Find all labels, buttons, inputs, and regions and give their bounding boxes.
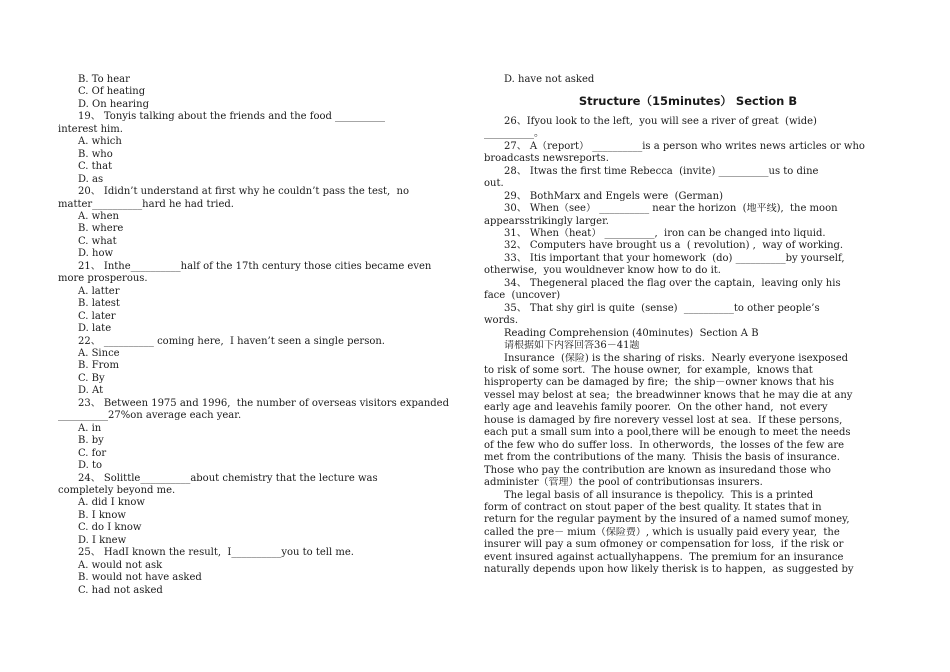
text-line: Those who pay the contribution are known as insuredand those who (484, 464, 831, 476)
text-line: B. I know (78, 509, 126, 521)
text-line: D. as (78, 173, 104, 185)
text-line: words. (484, 315, 519, 327)
text-line: early age and leavehis family poorer. On the other hand, not every (484, 402, 828, 414)
text-line: administer（管理）the pool of contributionsas insurers. (484, 477, 763, 489)
text-line: C. for (78, 447, 107, 459)
text-line: __________。 (484, 128, 544, 140)
right-column-lines (484, 116, 892, 577)
text-line: 29、 BothMarx and Engels were (German) (504, 190, 723, 202)
text-line: C. that (78, 161, 113, 173)
text-line: B. who (78, 148, 113, 160)
text-line: 23、 Between 1975 and 1996, the number of overseas visitors expanded (78, 397, 449, 409)
text-line: A. latter (78, 285, 120, 297)
text-line: house is damaged by fire norevery vessel lost at sea. If these persons, (484, 414, 843, 426)
text-line: A. when (78, 210, 119, 222)
text-line: 31、 When（heat） __________, iron can be changed into liquid. (504, 227, 826, 239)
text-line: 30、 When（see） __________ near the horizon (地平线), the moon (504, 203, 838, 215)
text-line: B. From (78, 360, 119, 372)
text-line: 25、 HadI known the result, I__________you to tell me. (78, 547, 354, 559)
text-line: A. in (78, 422, 102, 434)
text-line: A. did I know (78, 497, 145, 509)
left-column (58, 74, 468, 597)
text-line: form of contract on stout paper of the best quality. It states that in (484, 501, 822, 513)
text-line: 19、 Tonyis talking about the friends and the food __________ (78, 111, 386, 123)
text-line: B. would not have asked (78, 572, 202, 584)
text-line: each put a small sum into a pool,there will be enough to meet the needs (484, 427, 851, 439)
text-line: called the pre－ mium（保险费）, which is usually paid every year, the (484, 526, 840, 538)
text-line: C. had not asked (78, 584, 163, 596)
text-line: 22、 __________ coming here, I haven’t seen a single person. (78, 335, 385, 347)
text-line: completely beyond me. (58, 484, 176, 496)
text-line: Insurance (保险) is the sharing of risks. Nearly everyone isexposed (504, 352, 849, 364)
text-line: return for the regular payment by the insured of a named sumof money, (484, 514, 850, 526)
text-line: D. I knew (78, 534, 127, 546)
text-line: of the few who do suffer loss. In otherwords, the losses of the few are (484, 439, 845, 451)
text-line: insurer will pay a sum ofmoney or compensation for loss, if the risk or (484, 539, 844, 551)
text-line: otherwise, you wouldnever know how to do it. (484, 265, 721, 277)
text-line: Reading Comprehension (40minutes) Section A B (504, 327, 759, 339)
text-line: D. At (78, 385, 104, 397)
text-line: C. do I know (78, 522, 142, 534)
text-line: D. late (78, 323, 112, 335)
text-line: D. to (78, 460, 103, 472)
text-line: 27、 A（report） __________is a person who writes news articles or who (504, 140, 865, 152)
text-line: A. which (78, 136, 122, 148)
section-heading: Structure（15minutes） Section B (578, 94, 798, 109)
text-line: D. On hearing (78, 98, 149, 110)
text-line: matter__________hard he had tried. (58, 198, 234, 210)
text-line: broadcasts newsreports. (484, 153, 609, 165)
text-line: C. By (78, 372, 105, 384)
text-line: C. what (78, 235, 117, 247)
text-line: A. would not ask (78, 559, 163, 571)
text-line: met from the contributions of the many. Thisis the basis of insurance. (484, 452, 840, 464)
text-line: more prosperous. (58, 273, 148, 285)
text-line: 35、 That shy girl is quite (sense) __________to other people’s (504, 302, 820, 314)
text-line: face (uncover) (484, 290, 561, 302)
text-line: to risk of some sort. The house owner, for example, knows that (484, 364, 813, 376)
text-line: B. by (78, 435, 104, 447)
text-line: 32、 Computers have brought us a ( revolution) , way of working. (504, 240, 844, 252)
text-line: 26、Ifyou look to the left, you will see a river of great (wide) (504, 115, 817, 127)
text-line: 33、 Itis important that your homework (do) __________by yourself, (504, 252, 845, 264)
text-line: 34、 Thegeneral placed the flag over the captain, leaving only his (504, 277, 841, 289)
text-line: A. Since (78, 347, 120, 359)
text-line: 请根据如下内容回答36－41题 (504, 340, 640, 352)
text-line: vessel may belost at sea; the breadwinner knows that he may die at any (484, 389, 853, 401)
answer-option-d: D. have not asked (504, 74, 595, 85)
text-line: B. latest (78, 298, 120, 310)
text-line: D. how (78, 248, 114, 260)
text-line: B. To hear (78, 74, 130, 85)
text-line: C. later (78, 310, 116, 322)
text-line: out. (484, 178, 504, 190)
text-line: naturally depends upon how likely therisk is to happen, as suggested by (484, 564, 854, 576)
text-line: hisproperty can be damaged by fire; the ship－owner knows that his (484, 377, 835, 389)
text-line: event insured against actuallyhappens. The premium for an insurance (484, 551, 844, 563)
text-line: 28、 Itwas the first time Rebecca (invite) __________us to dine (504, 165, 819, 177)
text-line: B. where (78, 223, 124, 235)
text-line: __________27%on average each year. (58, 410, 242, 422)
text-line: appearsstrikingly larger. (484, 215, 609, 227)
text-line: 21、 Inthe__________half of the 17th century those cities became even (78, 260, 432, 272)
text-line: The legal basis of all insurance is thepolicy. This is a printed (504, 489, 814, 501)
text-line: interest him. (58, 123, 123, 135)
right-column (484, 74, 892, 577)
text-line: C. Of heating (78, 86, 146, 98)
text-line: 24、 Solittle__________about chemistry that the lecture was (78, 472, 378, 484)
text-line: 20、 Ididn’t understand at first why he couldn’t pass the test, no (78, 186, 410, 198)
